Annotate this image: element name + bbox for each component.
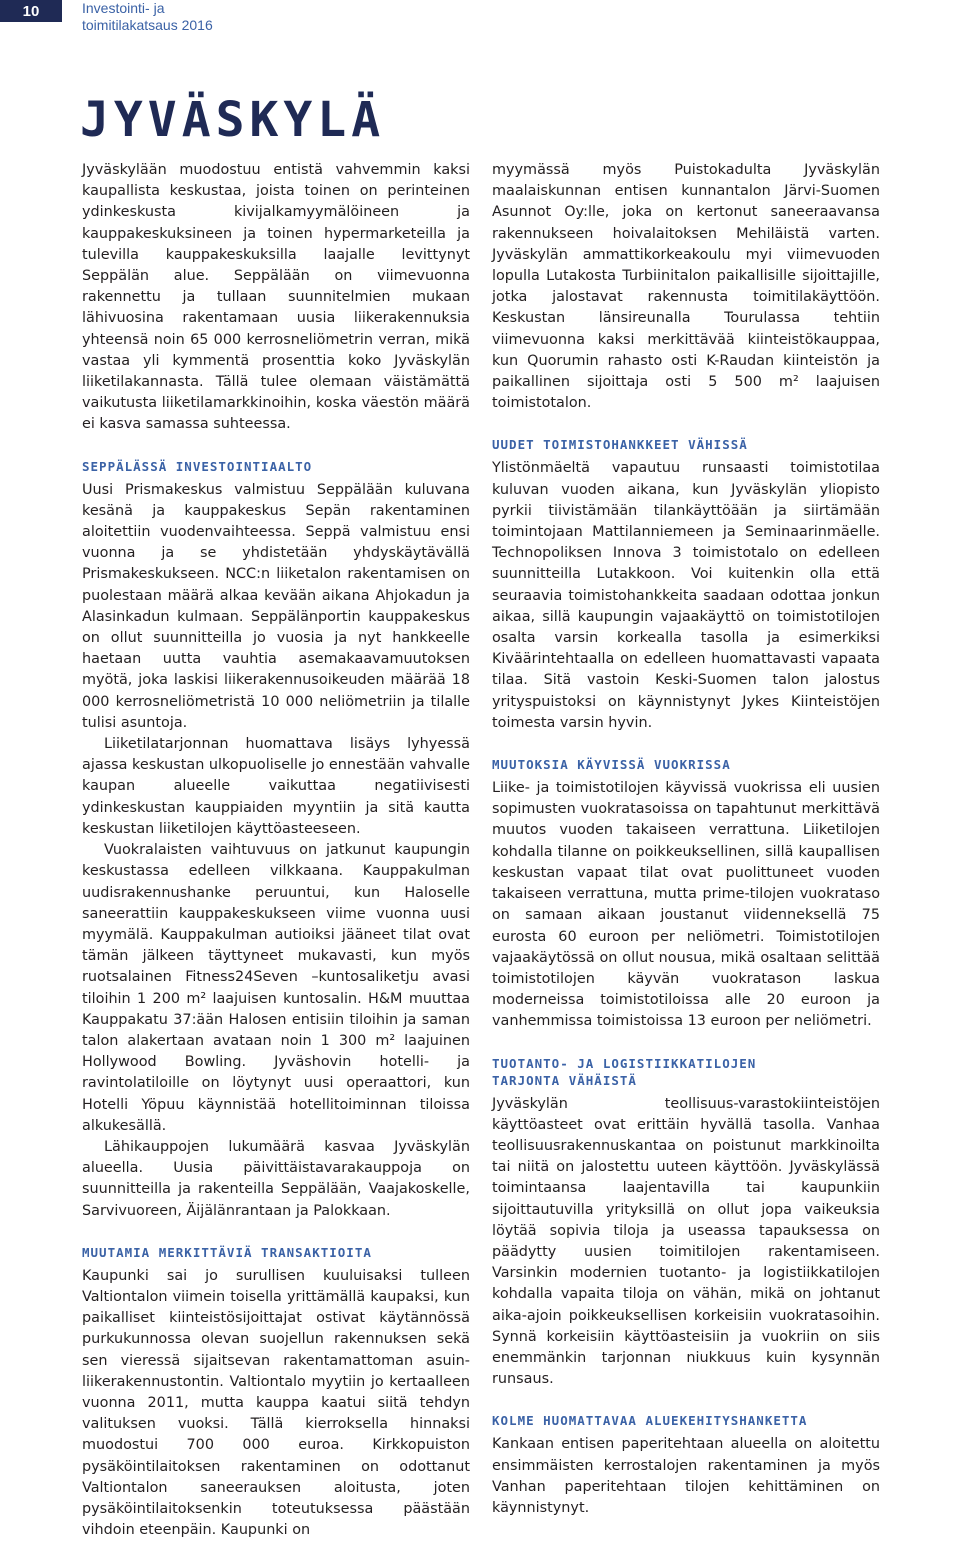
left-column	[82, 160, 470, 1541]
body-paragraph: Lähikauppojen lukumäärä kasvaa Jyväskylän alueella. Uusia päivittäistavarakauppoja on suunnitteilla ja rakenteilla Seppälään, Vaajakoskelle, Sarvivuoreen, Äijälänrantaan ja Palokkaan.	[82, 1138, 470, 1219]
page-number: 10	[0, 0, 62, 22]
section-heading-seppala: SEPPÄLÄSSÄ INVESTOINTIAALTO	[82, 458, 313, 474]
page-title: JYVÄSKYLÄ	[80, 92, 386, 148]
publication-name-line1: Investointi- ja	[82, 0, 165, 16]
body-paragraph: Uusi Prismakeskus valmistuu Seppälään kuluvana kesänä ja kauppakeskus Sepän rakentaminen aloitettiin vuodenvaihteessa. Seppä valmistuu ensi vuonna ja se yhdistetään yhdyskäytävällä Prismakeskukseen. NCC:n liiketalon rakentamisen on puolestaan määrä alkaa kevään aikana Ahjokadun ja Alasinkadun kulmaan. Seppälänportin kauppakeskus on ollut suunnitteilla jo vuosia ja nyt hankkeelle haetaan uutta vauhtia asemakaavamuutoksen myötä, joka laskisi liikerakennusoikeuden määrää 18 000 kerrosneliömetristä 10 000 neliömetriin ja tilalle tulisi asuntoja.	[82, 481, 470, 731]
body-paragraph: Liike- ja toimistotilojen käyvissä vuokrissa eli uusien sopimusten vuokratasoissa on tapahtunut merkittävä muutos vuoden takaiseen verrattuna. Liiketilojen kohdalla tilanne on poikkeuksellinen, sillä kaupallisen keskustan vapaat tilat ovat puolittuneet vuoden takaiseen verrattuna, mutta prime-tilojen vuokrataso on samaan aikaan joustanut viidenneksellä 75 eurosta 60 euroon per neliömetri. Toimistotilojen vajaakäytössä on ollut nousua, mikä osaltaan selittää toimistotilojen käyvän vuokratason laskua moderneissa toimistotiloissa alle 20 euroon ja vanhemmissa toimistoissa 13 euroon per neliömetri.	[492, 780, 880, 1030]
publication-name-line2: toimitilakatsaus 2016	[82, 17, 213, 33]
body-paragraph: Jyväskylän teollisuus-varastokiinteistöjen käyttöasteet ovat erittäin hyvällä tasolla. Vanhaa teollisuusrakennuskantaa on poistunut markkinoilta tai niitä on jalostettu uuteen käyttöön. Jyväskylässä toimintaansa laajentavilla tai kaupunkiin sijoittautuvilla yrityksillä on ollut jopa vaikeuksia löytää sopivia tiloja ja useassa tapauksessa on päädytty uusien toimitilojen rakentamiseen. Varsinkin modernien tuotanto- ja logistiikkatilojen kohdalla vapaita tiloja on vähän, mikä on johtanut aika-ajoin poikkeuksellisen korkeisiin vuokratasoihin. Synnä korkeisiin käyttöasteisiin ja vuokriin on siis enemmänkin tarjonnan niukkuus kuin kysynnän runsaus.	[492, 1095, 880, 1388]
right-column	[492, 160, 880, 1519]
body-paragraph: Kankaan entisen paperitehtaan alueella on aloitettu ensimmäisten kerrostalojen rakentaminen ja myös Vanhan paperitehtaan tilojen kehittäminen on käynnistynyt.	[492, 1436, 880, 1516]
section-heading-rents: MUUTOKSIA KÄYVISSÄ VUOKRISSA	[492, 757, 731, 773]
body-paragraph: Kaupunki sai jo surullisen kuuluisaksi tulleen Valtiontalon viimein toisella yrittämällä kaupaksi, kun paikalliset kiinteistösijoittajat ostivat käytännössä purkukunnossa olevan suojellun rakennuksen sekä sen vieressä sijaitsevan rakentamattoman asuin-liikerakennustontin. Valtiontalo myytiin jo kertaalleen vuonna 2011, mutta kauppa kaatui siitä tehdyn valituksen vuoksi. Tällä kierroksella hinnaksi muodostui 700 000 euroa. Kirkkopuiston pysäköintilaitoksen rakentaminen on odottanut Valtiontalon saneerauksen aloitusta, joten pysäköintilaitoksenkin toteutuksessa päästään vihdoin eteenpäin. Kaupunki on	[82, 1267, 470, 1539]
section-heading-line: TARJONTA VÄHÄISTÄ	[492, 1072, 637, 1088]
body-paragraph: Ylistönmäeltä vapautuu runsaasti toimistotilaa kuluvan vuoden aikana, kun Jyväskylän yliopisto pyrkii tiivistämään tilankäyttöään ja siirtämään toimintojaan Mattilanniemeen ja Seminaarinmäelle. Technopoliksen Innova 3 toimistotalo on edelleen suunnitteilla Lutakkoon. Voi kuitenkin olla että seuraavia toimistohankkeita saadaan odottaa jonkun aikaa, sillä kaupungin vajaakäyttö on toimistotilojen osalta varsin korkealla tasolla ja esimerkiksi Kiväärintehtaalla on edelleen huomattavasti vapaata tilaa. Sitä vastoin Keski-Suomen talon jalostus yrityspuistoksi on käynnistynyt Jykes Kiinteistöjen toimesta varsin hyvin.	[492, 460, 880, 731]
section-heading-office-projects: UUDET TOIMISTOHANKKEET VÄHISSÄ	[492, 437, 748, 453]
intro-paragraph: Jyväskylään muodostuu entistä vahvemmin kaksi kaupallista keskustaa, joista toinen on perinteinen ydinkeskusta kivijalkamyymälöineen ja kauppakeskuksineen ja toinen hypermarketeilla ja tulevilla kauppakeskuksilla laajalle levittynyt Seppälän alue. Seppälään on viimevuonna rakennettu ja tullaan suunnitelmien mukaan lähivuosina rakentamaan uusia liikerakennuksia yhteensä noin 65 000 kerrosneliömetrin verran, mikä vastaa yli kymmentä prosenttia koko Jyväskylän liiketilakannasta. Tällä tulee olemaan väistämättä vaikutusta liiketilamarkkinoihin, koska väestön määrä ei kasva samassa suhteessa.	[82, 162, 470, 433]
body-paragraph: Liiketilatarjonnan huomattava lisäys lyhyessä ajassa keskustan ulkopuoliselle jo ennestään vahvalle kaupan alueelle vaikuttaa negatiivisesti ydinkeskustan kauppiaiden myyntiin ja sitä kautta keskustan liiketilojen käyttöasteeseen.	[82, 736, 470, 837]
body-paragraph: Vuokralaisten vaihtuvuus on jatkunut kaupungin keskustassa edelleen vilkkaana. Kauppakulman uudisrakennushanke peruuntui, kun Haloselle saneerattiin kauppakeskukseen viime vuonna uusi myymälä. Kauppakulman autioiksi jääneet tilat ovat tämän jälkeen täyttyneet mukavasti, kun myös ruotsalainen Fitness24Seven –kuntosaliketju avasi tiloihin 1 200 m² laajuisen kuntosalin. H&M muuttaa Kauppakatu 37:ään Halosen entisiin tiloihin ja saman talon alakertaan avataan noin 1 300 m² laajuinen Hollywood Bowling. Jyväshovin hotelli- ja ravintolatiloille on löytynyt uusi operaattori, kun Hotelli Yöpuu käynnistää hotellitoiminnan tiloissa alkukesällä.	[82, 842, 470, 1134]
body-paragraph-continued: myymässä myös Puistokadulta Jyväskylän maalaiskunnan entisen kunnantalon Järvi-Suomen Asunnot Oy:lle, joka on kertonut saneeraavansa rakennukseen hoivalaitoksen Mehiläistä varten. Jyväskylän ammattikorkeakoulu myi viimevuoden lopulla Lutakosta Turbiinitalon paikallisille sijoittajille, jotka jalostavat rakennusta toimitilakäyttöön. Keskustan länsireunalla Tourulassa tehtiin viimevuonna kaksi merkittävää kiinteistökauppaa, kun Quorumin rahasto osti K-Raudan kiinteistön ja paikallinen sijoittaja osti 5 500 m² laajuisen toimistotalon.	[492, 162, 880, 412]
section-heading-line: TUOTANTO- JA LOGISTIIKKATILOJEN	[492, 1055, 757, 1071]
section-heading-area-development: KOLME HUOMATTAVAA ALUEKEHITYSHANKETTA	[492, 1413, 808, 1429]
section-heading-transactions: MUUTAMIA MERKITTÄVIÄ TRANSAKTIOITA	[82, 1244, 372, 1260]
section-heading-logistics	[492, 1033, 880, 1094]
running-header	[82, 0, 213, 34]
